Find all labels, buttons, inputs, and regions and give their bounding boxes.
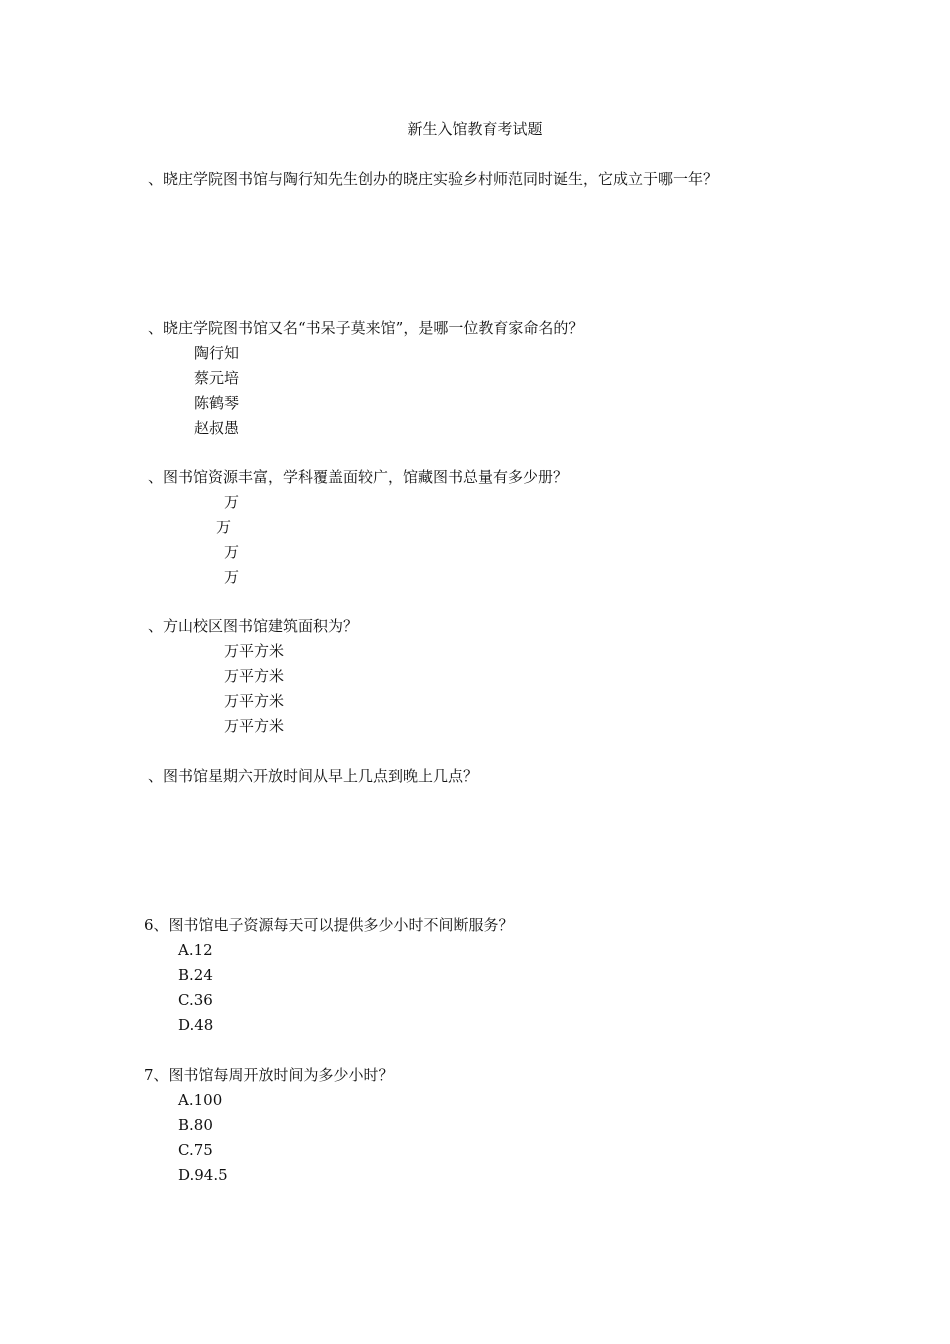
question-4-option-3: 万平方米 [224,692,285,710]
question-7-option-c: C.75 [178,1141,213,1159]
question-6-option-c: C.36 [178,991,213,1009]
question-3: 、图书馆资源丰富，学科覆盖面较广，馆藏图书总量有多少册？ [148,468,569,486]
question-2: 、晓庄学院图书馆又名“书呆子莫来馆”，是哪一位教育家命名的？ [148,319,584,337]
question-3-option-3: 万 [224,543,240,561]
question-3-option-1: 万 [224,493,240,511]
question-6-option-b: B.24 [178,966,213,984]
question-2-option-3: 陈鹤琴 [194,394,240,412]
question-7: 7、图书馆每周开放时间为多少小时？ [144,1066,394,1084]
question-7-option-a: A.100 [178,1091,223,1109]
question-1: 、晓庄学院图书馆与陶行知先生创办的晓庄实验乡村师范同时诞生，它成立于哪一年？ [148,170,719,188]
question-4-option-4: 万平方米 [224,717,285,735]
question-6-option-d: D.48 [178,1016,214,1034]
question-4: 、方山校区图书馆建筑面积为？ [148,617,359,635]
question-3-option-4: 万 [224,568,240,586]
question-6-option-a: A.12 [178,941,213,959]
question-2-option-1: 陶行知 [194,344,240,362]
question-2-option-4: 赵叔愚 [194,419,240,437]
page-title: 新生入馆教育考试题 [407,120,543,138]
question-5: 、图书馆星期六开放时间从早上几点到晚上几点？ [148,767,479,785]
question-3-option-2: 万 [216,518,232,536]
question-2-option-2: 蔡元培 [194,369,240,387]
question-7-option-d: D.94.5 [178,1166,228,1184]
question-4-option-2: 万平方米 [224,667,285,685]
question-4-option-1: 万平方米 [224,642,285,660]
question-6: 6、图书馆电子资源每天可以提供多少小时不间断服务？ [144,916,514,934]
question-7-option-b: B.80 [178,1116,213,1134]
